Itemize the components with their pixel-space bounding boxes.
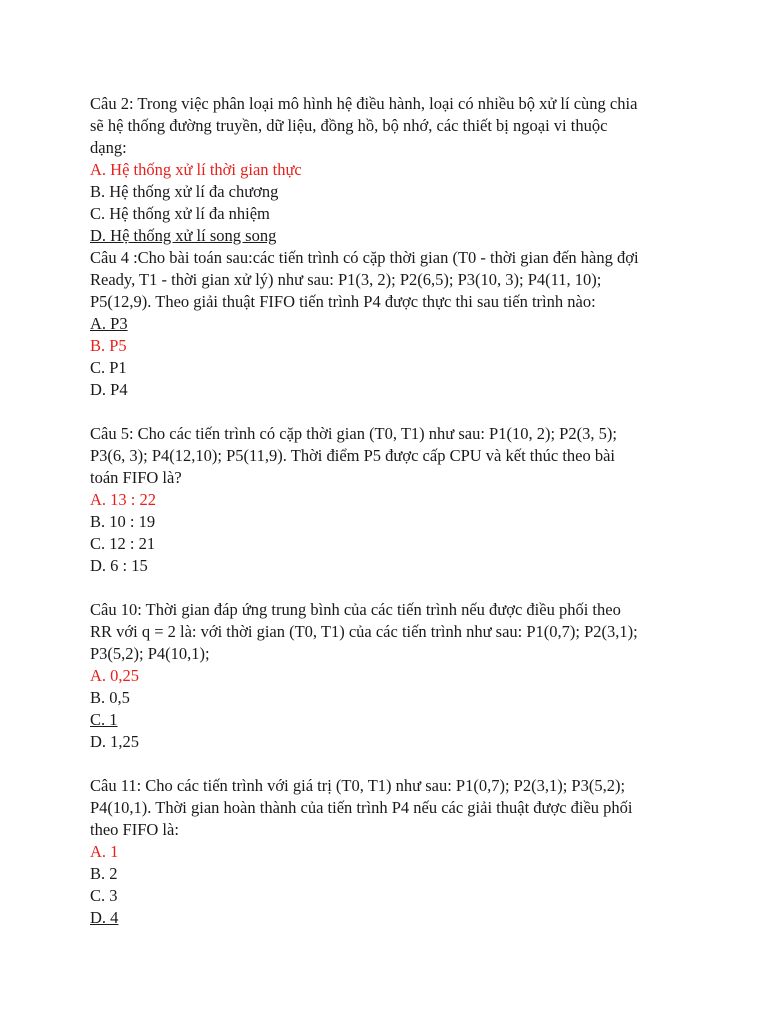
question-text-line: RR với q = 2 là: với thời gian (T0, T1) của các tiến trình như sau: P1(0,7); P2(3,1); (90, 622, 638, 641)
question-text-line: Câu 4 :Cho bài toán sau:các tiến trình có cặp thời gian (T0 - thời gian đến hàng đợi (90, 248, 639, 267)
answer-option-b: B. 10 : 19 (90, 512, 156, 531)
question-4 (90, 247, 690, 401)
question-5 (90, 423, 690, 577)
answer-option-a: A. 1 (90, 842, 119, 861)
answer-option-c: C. P1 (90, 358, 127, 377)
answer-option-c: C. 1 (90, 710, 118, 729)
answer-option-d: D. P4 (90, 380, 128, 399)
answer-option-a: A. Hệ thống xử lí thời gian thực (90, 160, 302, 179)
answer-option-b: B. 2 (90, 864, 118, 883)
question-text-line: Câu 10: Thời gian đáp ứng trung bình của các tiến trình nếu được điều phối theo (90, 600, 621, 619)
question-text-line: Câu 2: Trong việc phân loại mô hình hệ điều hành, loại có nhiều bộ xử lí cùng chia (90, 94, 638, 113)
answer-option-d: D. Hệ thống xử lí song song (90, 226, 277, 245)
paragraph-gap (90, 401, 690, 423)
answer-option-a: A. P3 (90, 314, 128, 333)
question-10 (90, 599, 690, 753)
answer-option-c: C. Hệ thống xử lí đa nhiệm (90, 204, 270, 223)
question-text-line: P3(6, 3); P4(12,10); P5(11,9). Thời điểm P5 được cấp CPU và kết thúc theo bài (90, 446, 616, 465)
answer-option-a: A. 0,25 (90, 666, 140, 685)
question-text-line: P3(5,2); P4(10,1); (90, 644, 210, 663)
question-text-line: dạng: (90, 138, 127, 157)
paragraph-gap (90, 577, 690, 599)
document-page (90, 93, 690, 929)
question-text-line: Câu 11: Cho các tiến trình với giá trị (T0, T1) như sau: P1(0,7); P2(3,1); P3(5,2); (90, 776, 626, 795)
question-text-line: P5(12,9). Theo giải thuật FIFO tiến trình P4 được thực thi sau tiến trình nào: (90, 292, 596, 311)
question-text-line: Câu 5: Cho các tiến trình có cặp thời gian (T0, T1) như sau: P1(10, 2); P2(3, 5); (90, 424, 617, 443)
question-text-line: sẽ hệ thống đường truyền, dữ liệu, đồng hồ, bộ nhớ, các thiết bị ngoại vi thuộc (90, 116, 608, 135)
answer-option-d: D. 4 (90, 908, 119, 927)
question-text-line: P4(10,1). Thời gian hoàn thành của tiến trình P4 nếu các giải thuật được điều phối (90, 798, 633, 817)
answer-option-b: B. 0,5 (90, 688, 130, 707)
question-text-line: Ready, T1 - thời gian xử lý) như sau: P1(3, 2); P2(6,5); P3(10, 3); P4(11, 10); (90, 270, 602, 289)
answer-option-d: D. 1,25 (90, 732, 140, 751)
question-2 (90, 93, 690, 247)
answer-option-b: B. Hệ thống xử lí đa chương (90, 182, 279, 201)
paragraph-gap (90, 753, 690, 775)
question-11 (90, 775, 690, 929)
answer-option-d: D. 6 : 15 (90, 556, 148, 575)
answer-option-c: C. 3 (90, 886, 118, 905)
answer-option-a: A. 13 : 22 (90, 490, 156, 509)
answer-option-b: B. P5 (90, 336, 127, 355)
answer-option-c: C. 12 : 21 (90, 534, 156, 553)
question-text-line: toán FIFO là? (90, 468, 182, 487)
question-text-line: theo FIFO là: (90, 820, 179, 839)
